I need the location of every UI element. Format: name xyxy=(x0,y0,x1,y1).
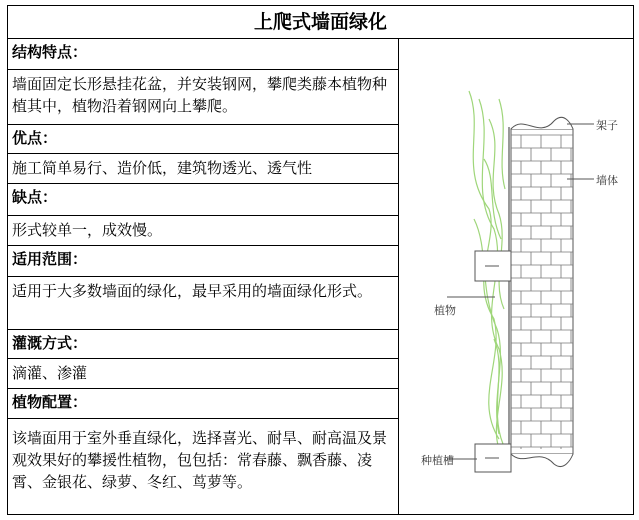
scope-text: 适用于大多数墙面的绿化，最早采用的墙面绿化形式。 xyxy=(8,277,398,330)
advantage-heading: 优点： xyxy=(8,125,398,154)
structure-text: 墙面固定长形悬挂花盆，并安装钢网，攀爬类藤本植物种植其中，植物沿着钢网向上攀爬。 xyxy=(8,70,398,125)
advantage-text: 施工简单易行、造价低，建筑物透光、透气性 xyxy=(8,154,398,184)
frame-label: 架子 xyxy=(596,119,618,132)
wall-label: 墙体 xyxy=(596,174,618,187)
plants-text: 该墙面用于室外垂直绿化，选择喜光、耐旱、耐高温及景观效果好的攀援性植物，包包括：常春藤、飘香藤、凌霄、金银花、绿萝、冬红、茑萝等。 xyxy=(12,429,388,491)
disadvantage-text: 形式较单一，成效慢。 xyxy=(8,216,398,246)
text-column xyxy=(8,39,399,514)
trough-label: 种植槽 xyxy=(421,454,454,467)
wall-diagram xyxy=(399,39,634,516)
plant-label: 植物 xyxy=(434,304,456,317)
scope-heading: 适用范围： xyxy=(8,246,398,277)
irrigation-heading: 灌溉方式： xyxy=(8,330,398,359)
brick-wall xyxy=(511,117,573,466)
plants-heading: 植物配置： xyxy=(8,389,398,419)
disadvantage-heading: 缺点： xyxy=(8,184,398,216)
info-table xyxy=(7,5,634,515)
diagram-column xyxy=(399,39,633,514)
structure-heading: 结构特点： xyxy=(8,39,398,70)
table-title: 上爬式墙面绿化 xyxy=(8,6,633,39)
irrigation-text: 滴灌、渗灌 xyxy=(8,359,398,389)
